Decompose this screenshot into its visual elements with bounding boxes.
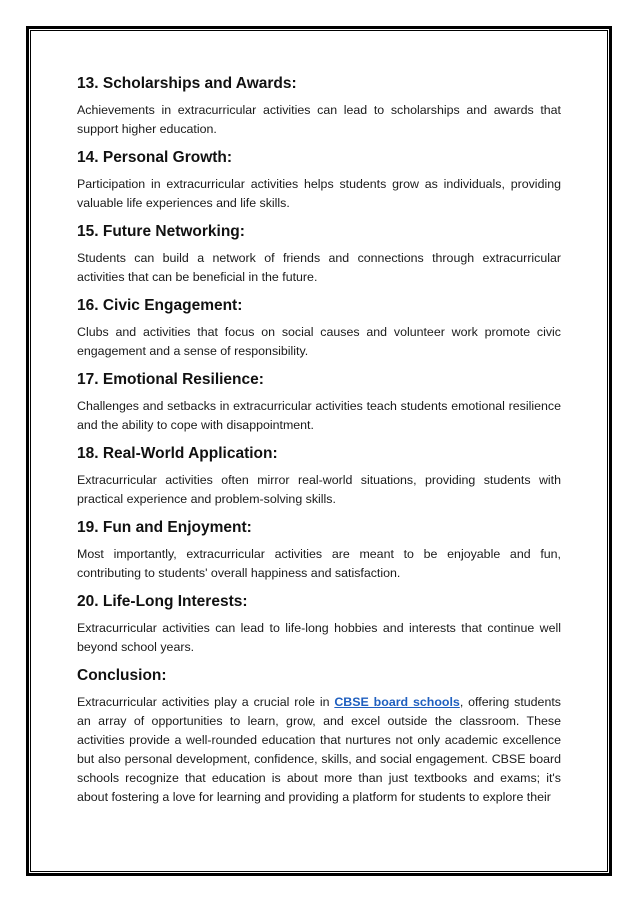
- section-text: Extracurricular activities often mirror real-world situations, providing students with practical experience and problem-solving skills.: [77, 473, 561, 506]
- document-body: [77, 74, 561, 816]
- section-heading: 17. Emotional Resilience:: [77, 371, 264, 388]
- section-heading: 16. Civic Engagement:: [77, 297, 243, 314]
- section-text: Challenges and setbacks in extracurricular activities teach students emotional resilience and the ability to cope with disappointment.: [77, 399, 561, 432]
- section-future-networking: [77, 222, 561, 287]
- conclusion-heading: Conclusion:: [77, 667, 167, 684]
- section-fun-enjoyment: [77, 518, 561, 583]
- conclusion-text-start: Extracurricular activities play a crucial role in: [77, 695, 335, 709]
- section-heading: 20. Life-Long Interests:: [77, 593, 248, 610]
- section-real-world-application: [77, 444, 561, 509]
- section-conclusion: [77, 666, 561, 807]
- cbse-board-schools-link[interactable]: CBSE board schools: [334, 695, 460, 709]
- section-text: Most importantly, extracurricular activities are meant to be enjoyable and fun, contributing to students' overall happiness and satisfaction.: [77, 547, 561, 580]
- section-text: Students can build a network of friends and connections through extracurricular activities that can be beneficial in the future.: [77, 251, 561, 284]
- section-life-long-interests: [77, 592, 561, 657]
- section-heading: 14. Personal Growth:: [77, 149, 233, 166]
- section-text: Extracurricular activities can lead to life-long hobbies and interests that continue well beyond school years.: [77, 621, 561, 654]
- section-text: Clubs and activities that focus on social causes and volunteer work promote civic engagement and a sense of responsibility.: [77, 325, 561, 358]
- section-scholarships: [77, 74, 561, 139]
- section-text: Participation in extracurricular activities helps students grow as individuals, providing valuable life experiences and life skills.: [77, 177, 561, 210]
- section-heading: 15. Future Networking:: [77, 223, 245, 240]
- section-civic-engagement: [77, 296, 561, 361]
- section-text: Achievements in extracurricular activities can lead to scholarships and awards that support higher education.: [77, 103, 561, 136]
- conclusion-text: [77, 693, 561, 807]
- section-personal-growth: [77, 148, 561, 213]
- section-heading: 18. Real-World Application:: [77, 445, 278, 462]
- section-heading: 19. Fun and Enjoyment:: [77, 519, 252, 536]
- conclusion-text-end: , offering students an array of opportunities to learn, grow, and excel outside the classroom. These activities provide a well-rounded education that nurtures not only academic excellence but also personal development, confidence, skills, and social engagement. CBSE board schools recognize that education is about more than just textbooks and exams; it's about fostering a love for learning and providing a platform for students to explore their: [77, 695, 561, 804]
- section-emotional-resilience: [77, 370, 561, 435]
- section-heading: 13. Scholarships and Awards:: [77, 75, 297, 92]
